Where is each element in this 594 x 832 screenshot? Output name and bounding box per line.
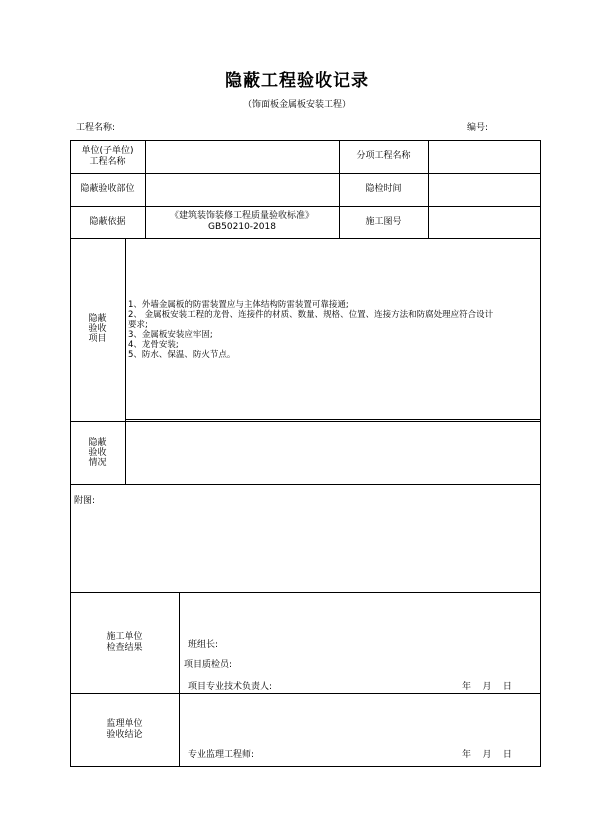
- col-divider: [179, 592, 180, 767]
- col-divider: [428, 140, 429, 238]
- contractor-date-label: 年 月 日: [462, 682, 512, 692]
- items-label: 隐蔽 验收 项目: [88, 313, 107, 344]
- list-item: 3、金属板安装应牢固;: [128, 330, 213, 340]
- page-title: 隐蔽工程验收记录: [225, 71, 369, 91]
- unit-name-label: 单位(子单位) 工程名称: [81, 145, 134, 167]
- contractor-label: 施工单位 检查结果: [106, 631, 143, 653]
- inspection-time-label: 隐检时间: [365, 184, 402, 194]
- row-divider: [70, 238, 541, 239]
- supervisor-engineer-label: 专业监理工程师:: [188, 750, 255, 760]
- list-item: 4、龙骨安装;: [128, 340, 179, 350]
- list-item: 5、防水、保温、防火节点。: [128, 350, 236, 360]
- page-subtitle: （饰面板金属板安装工程）: [242, 100, 351, 110]
- list-item: 1、外墙金属板的防雷装置应与主体结构防雷装置可靠接通;: [128, 300, 349, 310]
- supervisor-label: 监理单位 验收结论: [106, 719, 143, 740]
- basis-label: 隐蔽依据: [89, 216, 126, 227]
- hidden-part-label: 隐蔽验收部位: [80, 184, 135, 194]
- basis-value: 《建筑装饰装修工程质量验收标准》 GB50210-2018: [169, 211, 314, 232]
- list-item: 要求;: [128, 320, 148, 330]
- supervisor-date-label: 年 月 日: [462, 750, 512, 760]
- project-name-label: 工程名称:: [76, 123, 116, 133]
- col-divider: [125, 238, 126, 484]
- inspection-items-list: [128, 300, 493, 360]
- attachment-label: 附图:: [74, 496, 96, 506]
- quality-inspector-label: 项目质检员:: [184, 660, 233, 670]
- row-divider: [125, 419, 541, 420]
- row-divider: [70, 421, 541, 422]
- list-item: 2、 金属板安装工程的龙骨、连接件的材质、数量、规格、位置、连接方法和防腐处理应符合设计: [128, 310, 494, 320]
- situation-label: 隐蔽 验收 情况: [88, 437, 107, 468]
- tech-lead-label: 项目专业技术负责人:: [188, 682, 273, 692]
- team-leader-label: 班组长:: [188, 640, 219, 650]
- number-label: 编号:: [467, 123, 489, 133]
- row-divider: [70, 484, 541, 485]
- drawing-no-label: 施工图号: [365, 216, 402, 227]
- sub-project-label: 分项工程名称: [356, 151, 411, 161]
